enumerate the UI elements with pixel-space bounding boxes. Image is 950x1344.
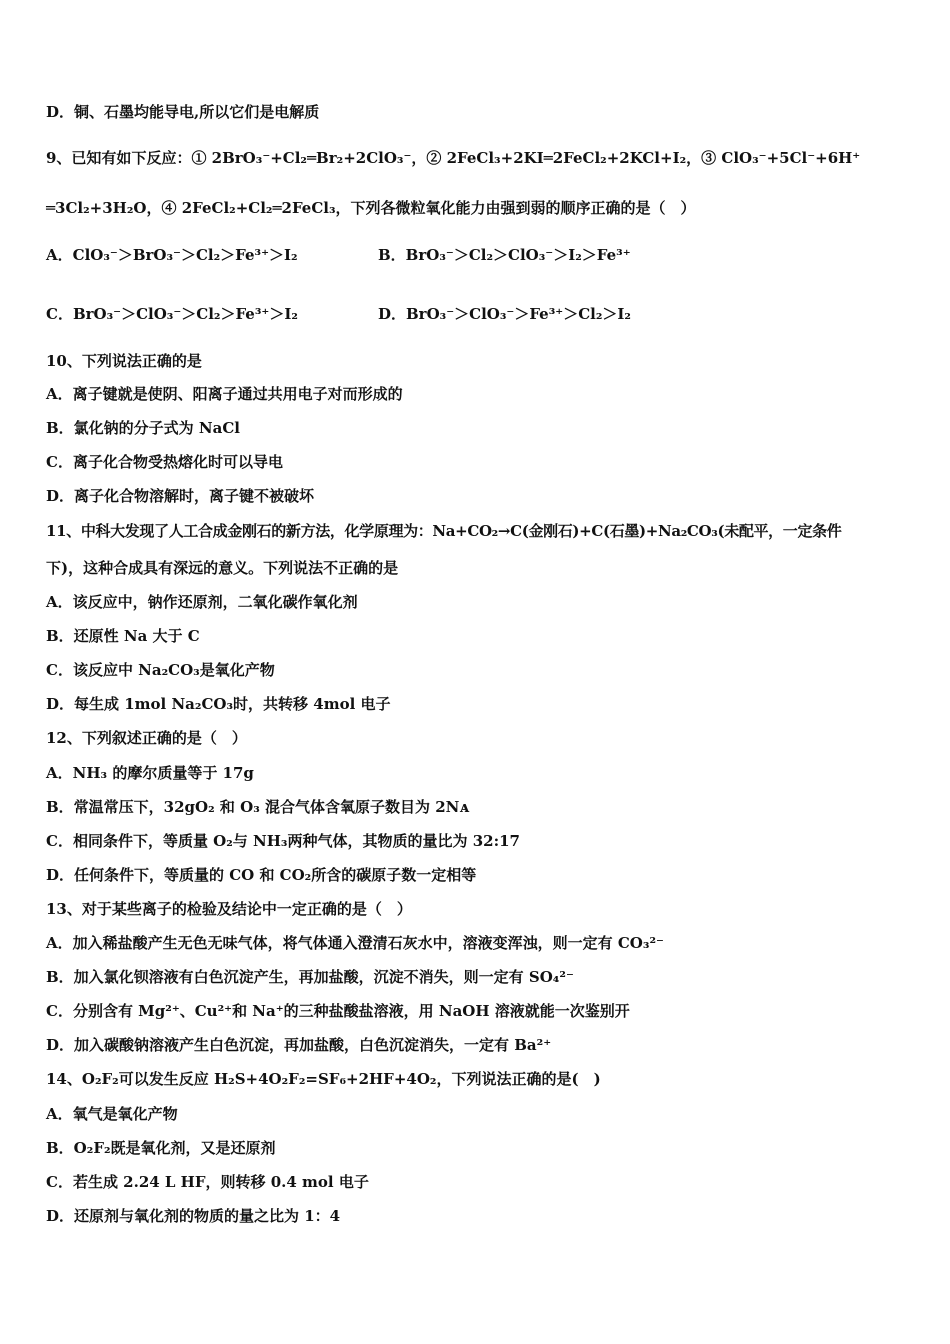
question-9-option-a: A．ClO₃⁻＞BrO₃⁻＞Cl₂＞Fe³⁺＞I₂ <box>46 246 298 264</box>
question-14-option-d: D．还原剂与氧化剂的物质的量之比为 1：4 <box>46 1207 341 1225</box>
question-10-option-b: B．氯化钠的分子式为 NaCl <box>46 419 240 437</box>
question-11-option-a: A．该反应中，钠作还原剂，二氧化碳作氧化剂 <box>46 593 358 611</box>
question-12-option-c: C．相同条件下，等质量 O₂与 NH₃两种气体，其物质的量比为 32:17 <box>46 832 520 850</box>
question-10-option-a: A．离子键就是使阴、阳离子通过共用电子对而形成的 <box>46 385 403 403</box>
question-9-option-c: C．BrO₃⁻＞ClO₃⁻＞Cl₂＞Fe³⁺＞I₂ <box>46 305 298 323</box>
question-13-option-d: D．加入碳酸钠溶液产生白色沉淀，再加盐酸，白色沉淀消失，一定有 Ba²⁺ <box>46 1036 552 1054</box>
question-12-option-a: A．NH₃ 的摩尔质量等于 17g <box>46 764 254 782</box>
question-10-option-d: D．离子化合物溶解时，离子键不被破坏 <box>46 487 315 505</box>
question-9-option-d: D．BrO₃⁻＞ClO₃⁻＞Fe³⁺＞Cl₂＞I₂ <box>378 305 631 323</box>
question-14-option-c: C．若生成 2.24 L HF，则转移 0.4 mol 电子 <box>46 1173 369 1191</box>
question-14-stem: 14、O₂F₂可以发生反应 H₂S+4O₂F₂=SF₆+2HF+4O₂，下列说法正确的是( ) <box>46 1070 601 1088</box>
question-13-option-a: A．加入稀盐酸产生无色无味气体，将气体通入澄清石灰水中，溶液变浑浊，则一定有 CO₃²⁻ <box>46 934 664 952</box>
question-12-option-b: B．常温常压下，32gO₂ 和 O₃ 混合气体含氧原子数目为 2Nᴀ <box>46 798 469 816</box>
question-13-stem: 13、对于某些离子的检验及结论中一定正确的是（ ） <box>46 900 412 918</box>
question-11-option-d: D．每生成 1mol Na₂CO₃时，共转移 4mol 电子 <box>46 695 391 713</box>
question-9-option-b: B．BrO₃⁻＞Cl₂＞ClO₃⁻＞I₂＞Fe³⁺ <box>378 246 631 264</box>
question-13-option-b: B．加入氯化钡溶液有白色沉淀产生，再加盐酸，沉淀不消失，则一定有 SO₄²⁻ <box>46 968 574 986</box>
question-9-stem-line-2: ═3Cl₂+3H₂O，④ 2FeCl₂+Cl₂═2FeCl₃，下列各微粒氧化能力由强到弱的顺序正确的是（ ） <box>46 199 696 217</box>
question-11-stem-line-2: 下)，这种合成具有深远的意义。下列说法不正确的是 <box>46 559 399 577</box>
question-11-option-b: B．还原性 Na 大于 C <box>46 627 200 645</box>
question-11-option-c: C．该反应中 Na₂CO₃是氧化产物 <box>46 661 275 679</box>
question-14-option-a: A．氧气是氧化产物 <box>46 1105 178 1123</box>
question-8-option-d: D．铜、石墨均能导电,所以它们是电解质 <box>46 103 320 121</box>
question-10-stem: 10、下列说法正确的是 <box>46 352 202 370</box>
question-12-stem: 12、下列叙述正确的是（ ） <box>46 729 247 747</box>
question-12-option-d: D．任何条件下，等质量的 CO 和 CO₂所含的碳原子数一定相等 <box>46 866 477 884</box>
question-11-stem-line-1: 11、中科大发现了人工合成金刚石的新方法，化学原理为：Na+CO₂→C(金刚石)+C(石墨)+Na₂CO₃(未配平，一定条件 <box>46 522 842 540</box>
question-10-option-c: C．离子化合物受热熔化时可以导电 <box>46 453 283 471</box>
question-14-option-b: B．O₂F₂既是氧化剂，又是还原剂 <box>46 1139 276 1157</box>
question-13-option-c: C．分别含有 Mg²⁺、Cu²⁺和 Na⁺的三种盐酸盐溶液，用 NaOH 溶液就能一次鉴别开 <box>46 1002 630 1020</box>
question-9-stem-line-1: 9、已知有如下反应：① 2BrO₃⁻+Cl₂═Br₂+2ClO₃⁻，② 2FeCl₃+2KI═2FeCl₂+2KCl+I₂，③ ClO₃⁻+5Cl⁻+6H⁺ <box>46 149 861 167</box>
